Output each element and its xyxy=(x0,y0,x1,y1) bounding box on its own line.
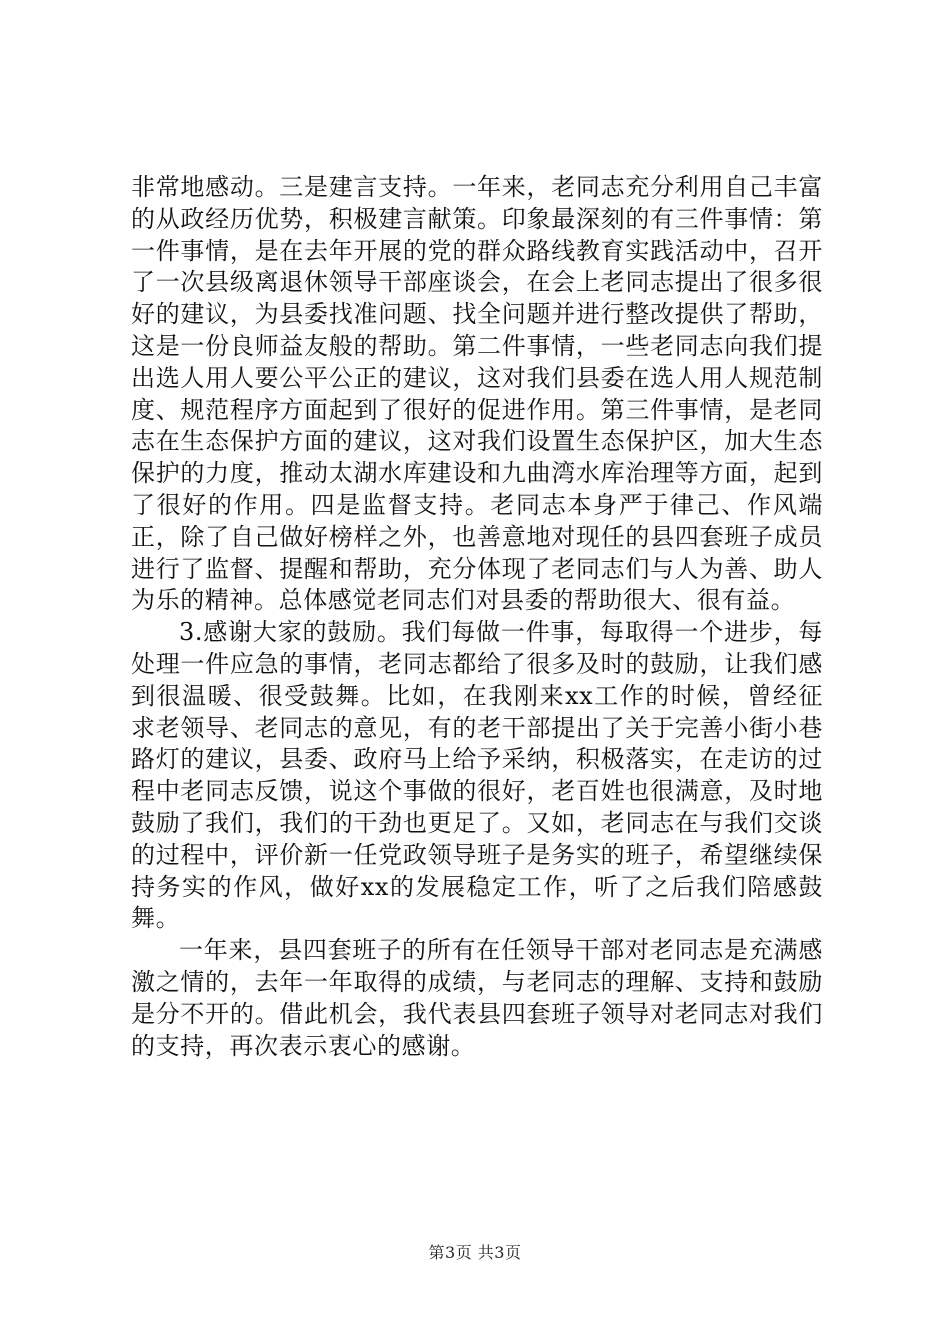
paragraph-closing-thanks: 一年来，县四套班子的所有在任领导干部对老同志是充满感激之情的，去年一年取得的成绩，与老同志的理解、支持和鼓励是分不开的。借此机会，我代表县四套班子领导对老同志对我们的支持，再次表示衷心的感谢。 xyxy=(131,936,823,1060)
paragraph-suggestions-support: 非常地感动。三是建言支持。一年来，老同志充分利用自己丰富的从政经历优势，积极建言献策。印象最深刻的有三件事情：第一件事情，是在去年开展的党的群众路线教育实践活动中，召开了一次县级离退休领导干部座谈会，在会上老同志提出了很多很好的建议，为县委找准问题、找全问题并进行整改提供了帮助，这是一份良师益友般的帮助。第二件事情，一些老同志向我们提出选人用人要公平公正的建议，这对我们县委在选人用人规范制度、规范程序方面起到了很好的促进作用。第三件事情，是老同志在生态保护方面的建议，这对我们设置生态保护区，加大生态保护的力度，推动太湖水库建设和九曲湾水库治理等方面，起到了很好的作用。四是监督支持。老同志本身严于律己、作风端正，除了自己做好榜样之外，也善意地对现任的县四套班子成员进行了监督、提醒和帮助，充分体现了老同志们与人为善、助人为乐的精神。总体感觉老同志们对县委的帮助很大、很有益。 xyxy=(131,173,823,615)
paragraph-thanks-encouragement: 3.感谢大家的鼓励。我们每做一件事，每取得一个进步，每处理一件应急的事情，老同志都给了很多及时的鼓励，让我们感到很温暖、很受鼓舞。比如，在我刚来xx工作的时候，曾经征求老领导、老同志的意见，有的老干部提出了关于完善小街小巷路灯的建议，县委、政府马上给予采纳，积极落实，在走访的过程中老同志反馈，说这个事做的很好，老百姓也很满意，及时地鼓励了我们，我们的干劲也更足了。又如，老同志在与我们交谈的过程中，评价新一任党政领导班子是务实的班子，希望继续保持务实的作风，做好xx的发展稳定工作，听了之后我们陪感鼓舞。 xyxy=(131,618,823,933)
page-number-footer: 第3页 共3页 xyxy=(428,1243,522,1262)
document-body xyxy=(131,172,823,1062)
